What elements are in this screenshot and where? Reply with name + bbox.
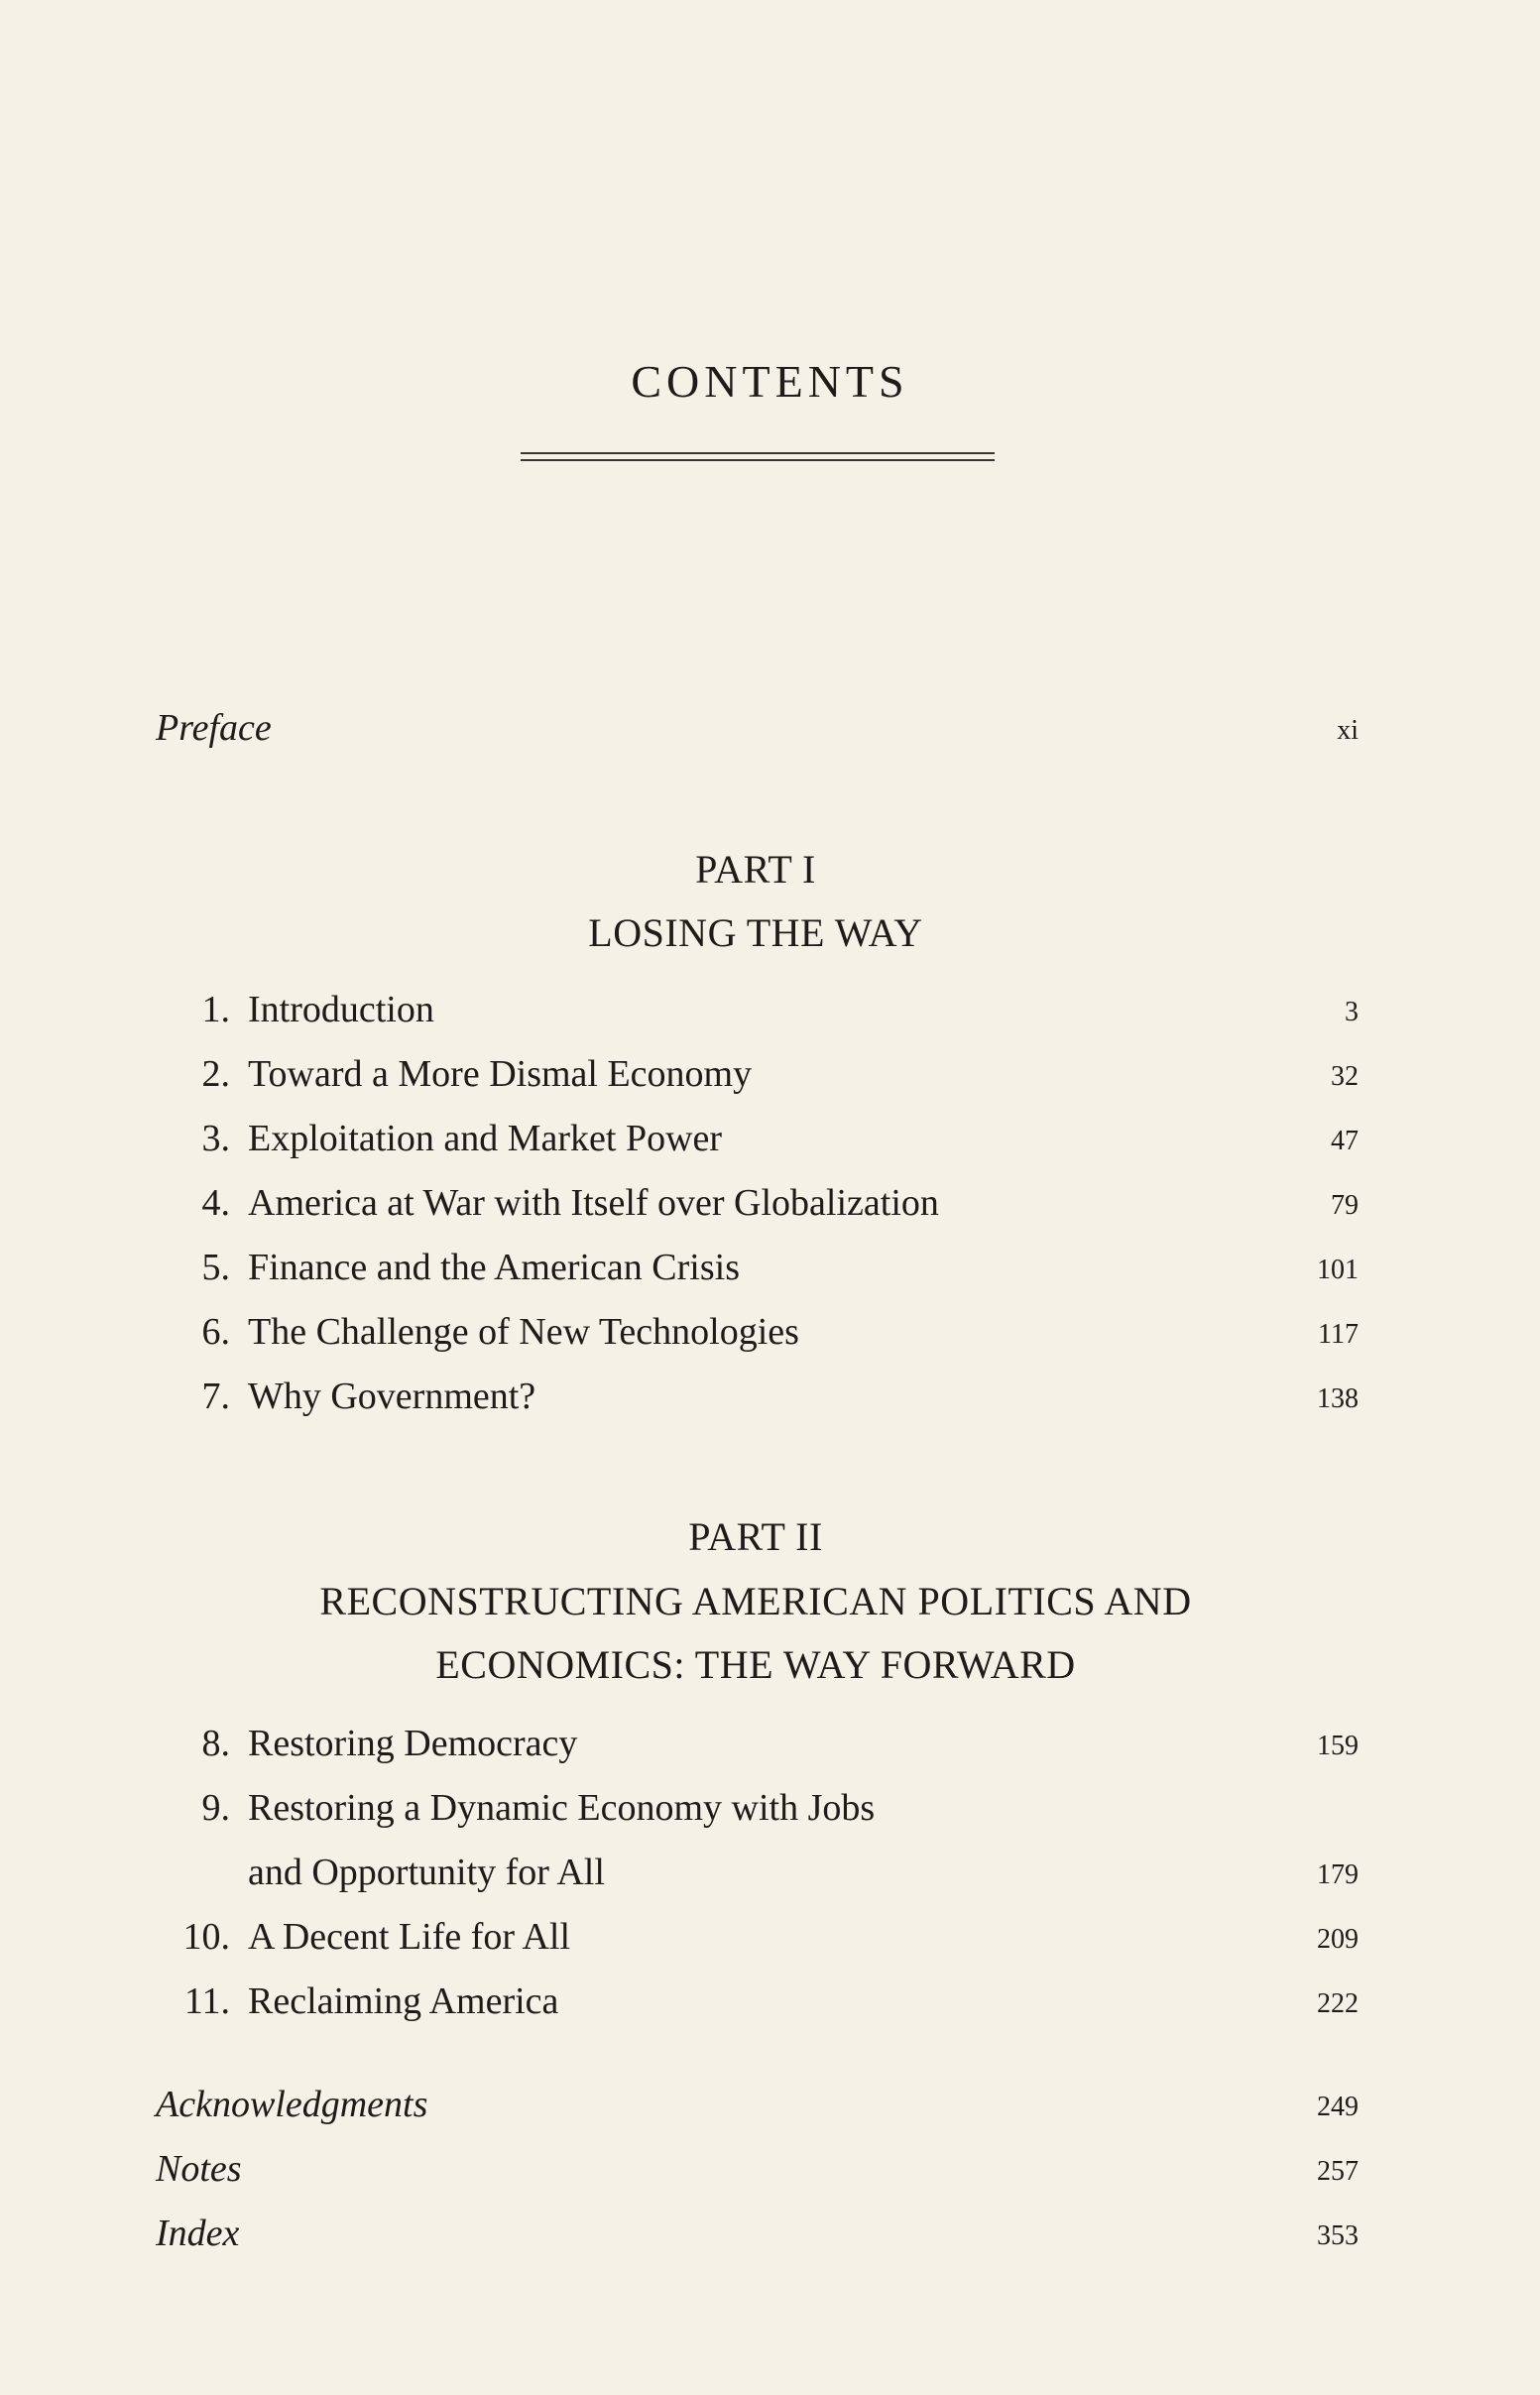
chapter-10-number: 10.: [182, 1916, 230, 1958]
chapter-9-title-line-1[interactable]: Restoring a Dynamic Economy with Jobs: [248, 1787, 876, 1829]
heading-rule-lower: [521, 459, 995, 461]
chapter-3-title[interactable]: Exploitation and Market Power: [248, 1118, 723, 1159]
chapter-6-title[interactable]: The Challenge of New Technologies: [248, 1311, 799, 1353]
chapter-8-page: 159: [1317, 1731, 1359, 1761]
toc-page-notes: 257: [1317, 2156, 1359, 2187]
toc-entry-index[interactable]: Index: [156, 2213, 240, 2254]
chapter-1-number: 1.: [201, 989, 230, 1030]
part-1-label: PART I: [695, 847, 816, 892]
toc-page-preface: xi: [1337, 715, 1359, 746]
heading-rule-upper: [521, 452, 995, 454]
chapter-9-page: 179: [1317, 1859, 1359, 1890]
chapter-1-title[interactable]: Introduction: [248, 989, 434, 1030]
chapter-9-number: 9.: [201, 1787, 230, 1829]
chapter-9-title-line-2[interactable]: and Opportunity for All: [248, 1852, 605, 1893]
chapter-4-number: 4.: [201, 1182, 230, 1224]
chapter-3-number: 3.: [201, 1118, 230, 1159]
toc-page-acknowledgments: 249: [1317, 2092, 1359, 2122]
chapter-8-number: 8.: [201, 1723, 230, 1764]
chapter-6-number: 6.: [201, 1311, 230, 1353]
toc-page-index: 353: [1317, 2220, 1359, 2251]
chapter-4-title[interactable]: America at War with Itself over Globalization: [248, 1182, 939, 1224]
toc-entry-acknowledgments[interactable]: Acknowledgments: [156, 2084, 428, 2125]
chapter-11-page: 222: [1317, 1988, 1359, 2019]
chapter-11-title[interactable]: Reclaiming America: [248, 1980, 559, 2022]
chapter-5-page: 101: [1317, 1255, 1359, 1285]
part-2-title-line-2: ECONOMICS: THE WAY FORWARD: [435, 1642, 1076, 1687]
chapter-5-title[interactable]: Finance and the American Crisis: [248, 1247, 740, 1288]
toc-entry-notes[interactable]: Notes: [156, 2148, 242, 2190]
toc-entry-preface[interactable]: Preface: [156, 707, 272, 749]
part-2-label: PART II: [688, 1514, 823, 1559]
chapter-2-page: 32: [1331, 1061, 1359, 1092]
chapter-4-page: 79: [1331, 1190, 1359, 1221]
chapter-7-title[interactable]: Why Government?: [248, 1376, 536, 1417]
chapter-10-title[interactable]: A Decent Life for All: [248, 1916, 571, 1958]
chapter-1-page: 3: [1345, 997, 1359, 1027]
contents-heading: CONTENTS: [631, 356, 909, 407]
chapter-2-title[interactable]: Toward a More Dismal Economy: [248, 1053, 753, 1095]
chapter-8-title[interactable]: Restoring Democracy: [248, 1723, 578, 1764]
chapter-2-number: 2.: [201, 1053, 230, 1095]
chapter-6-page: 117: [1318, 1319, 1359, 1350]
part-1-title: LOSING THE WAY: [588, 910, 923, 955]
chapter-5-number: 5.: [201, 1247, 230, 1288]
chapter-7-number: 7.: [201, 1376, 230, 1417]
chapter-3-page: 47: [1331, 1126, 1359, 1156]
chapter-7-page: 138: [1317, 1383, 1359, 1414]
chapter-11-number: 11.: [183, 1980, 230, 2022]
part-2-title-line-1: RECONSTRUCTING AMERICAN POLITICS AND: [319, 1579, 1192, 1623]
chapter-10-page: 209: [1317, 1924, 1359, 1955]
